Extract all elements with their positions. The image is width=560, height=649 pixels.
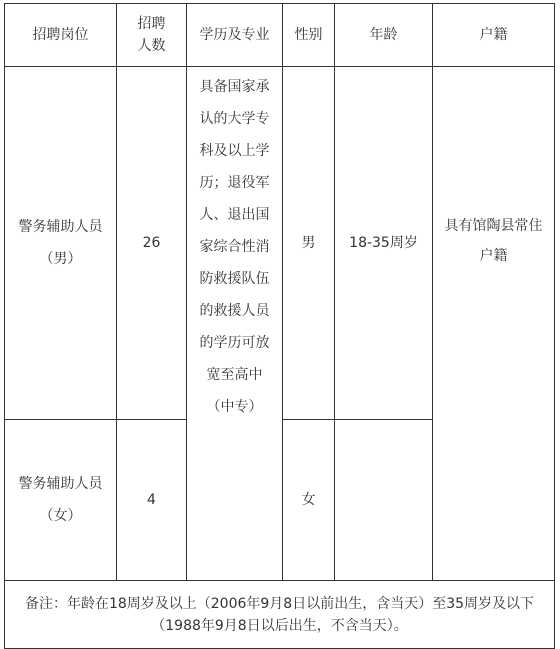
header-hukou: 户籍 — [433, 4, 555, 67]
cell-position — [5, 420, 117, 581]
recruitment-table — [4, 3, 555, 649]
header-position: 招聘岗位 — [5, 4, 117, 67]
table-header-row — [5, 4, 555, 67]
cell-gender: 男 — [283, 67, 335, 420]
note-cell — [5, 581, 555, 649]
cell-age-empty — [335, 420, 433, 581]
table-note-row — [5, 581, 555, 649]
cell-count: 26 — [117, 67, 187, 420]
note-text: 备注：年龄在18周岁及以上（2006年9月8日以前出生，含当天）至35周岁及以下（1988年9月8日以后出生，不含当天）。 — [24, 595, 535, 634]
cell-count: 4 — [117, 420, 187, 581]
education-text: 具备国家承认的大学专科及以上学历；退役军人、退出国家综合性消防救援队伍的救援人员的学历可放宽至高中（中专） — [199, 79, 270, 415]
cell-gender: 女 — [283, 420, 335, 581]
header-gender: 性别 — [283, 4, 335, 67]
table-row — [5, 67, 555, 420]
header-count: 招聘人数 — [117, 4, 187, 67]
hukou-text: 具有馆陶县常住户籍 — [444, 218, 543, 264]
header-age: 年龄 — [335, 4, 433, 67]
position-text: 警务辅助人员（女） — [18, 476, 103, 524]
position-text: 警务辅助人员（男） — [18, 219, 103, 267]
cell-position — [5, 67, 117, 420]
header-education: 学历及专业 — [187, 4, 283, 67]
cell-education-shared — [187, 67, 283, 581]
cell-age-shared: 18-35周岁 — [335, 67, 433, 420]
cell-hukou-shared — [433, 67, 555, 581]
